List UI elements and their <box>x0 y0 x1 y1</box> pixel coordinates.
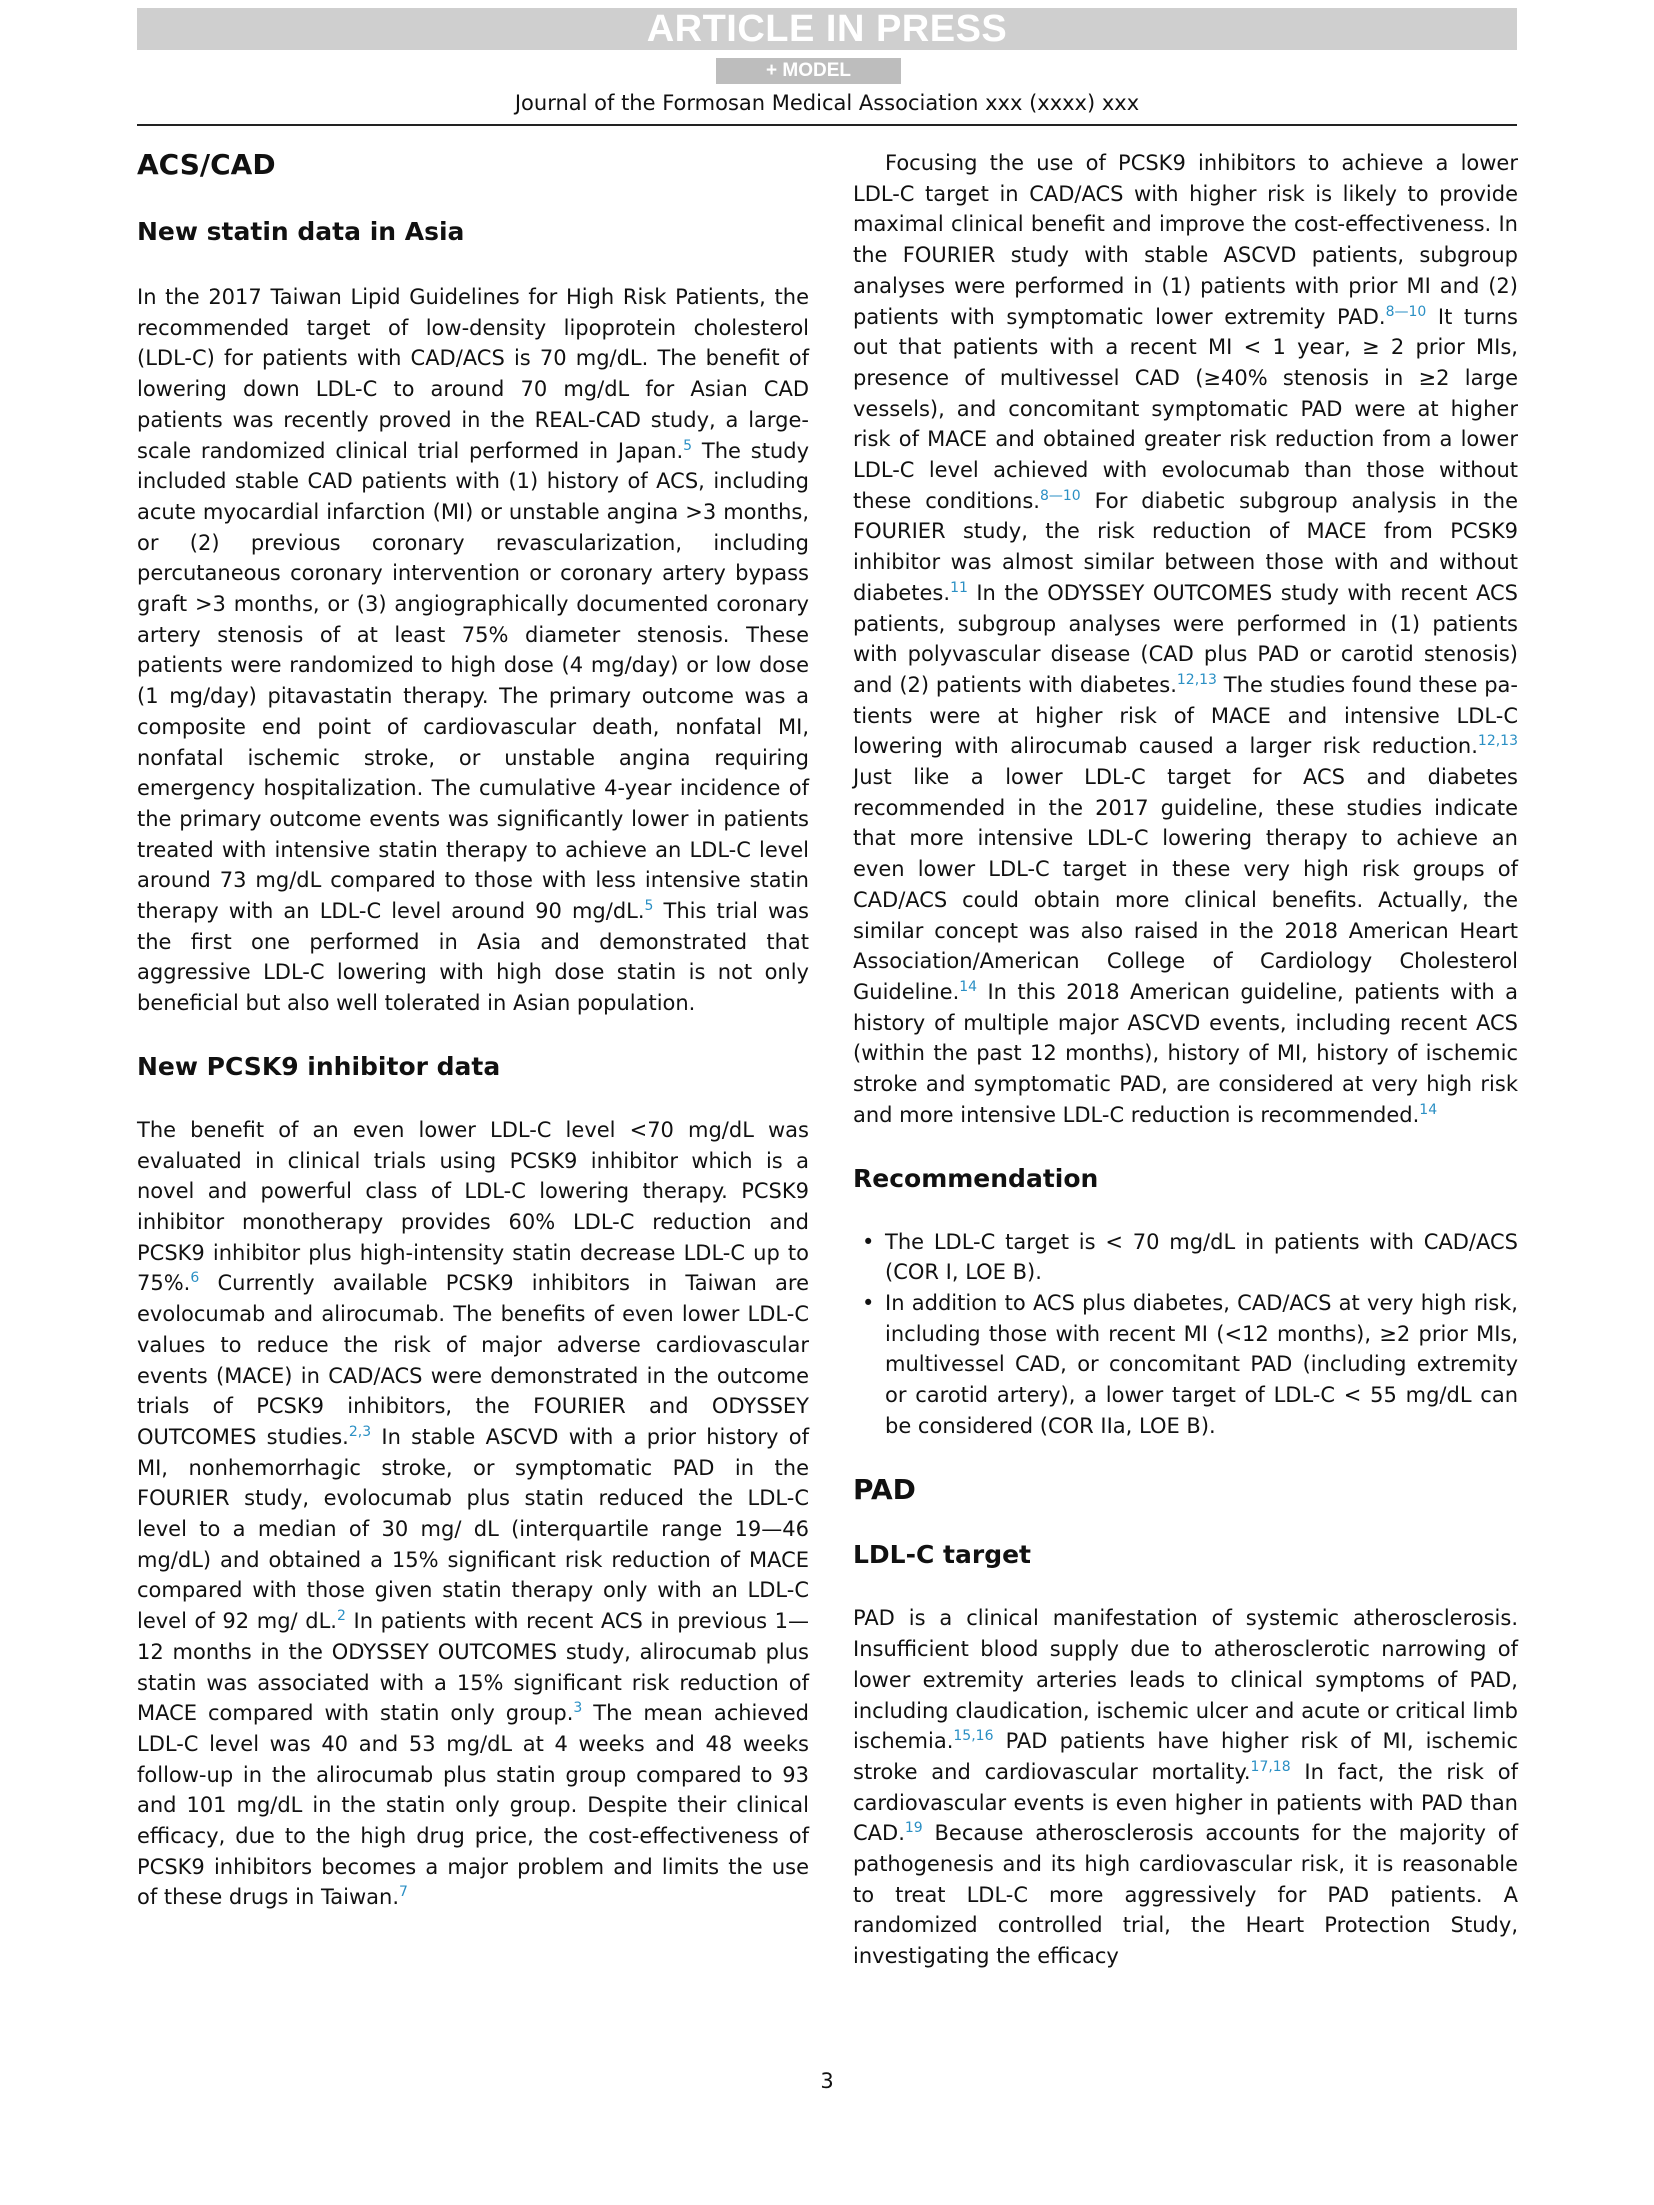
citation-link[interactable]: 5 <box>644 898 654 915</box>
citation-link[interactable]: 2 <box>336 1608 346 1625</box>
citation-link[interactable]: 5 <box>683 437 693 454</box>
model-badge: + MODEL <box>716 58 901 84</box>
page-number: 3 <box>820 2069 834 2093</box>
citation-link[interactable]: 14 <box>1419 1101 1438 1118</box>
citation-link[interactable]: 8—10 <box>1385 303 1427 320</box>
article-in-press-banner: ARTICLE IN PRESS <box>137 8 1517 50</box>
bullet-icon: • <box>862 1229 875 1254</box>
paragraph-high-risk: Focusing the use of PCSK9 inhibitors to achieve a lower LDL-C target in CAD/ACS with higher risk is likely to provide maximal clinical benefit and improve the cost-effectiveness. In the FOURIER study with stable ASCVD patients, subgroup analyses were performed in (1) patients with prior MI and (2) patients with symptomatic lower extremity PAD.$^{8—10}$ It turns out that patients with a recent MI < 1 year, ≥ 2 prior MIs, presence of multivessel CAD (≥40% stenosis in ≥2 large vessels), and concomitant symptomatic PAD were at higher risk of MACE and obtained greater risk reduction from a lower LDL-C level achieved with evolocumab than those without these conditions.$^{8—10}$ For diabetic subgroup analysis in the FOURIER study, the risk reduction of MACE from PCSK9 inhibitor was almost similar between those with and without diabetes.$^{11}$ In the ODYSSEY OUTCOMES study with recent ACS patients, subgroup analyses were performed in (1) patients with polyvascular disease (CAD plus PAD or carotid stenosis) and (2) patients with diabetes.$^{12,13}$ The studies found these patients were at higher risk of MACE and intensive LDL-C lowering with alirocumab caused a larger risk reduction.$^{12,13}$ Just like a lower LDL-C target for ACS and diabetes recommended in the 2017 guideline, these studies indicate that more intensive LDL-C lowering therapy to achieve an even lower LDL-C target in these very high risk groups of CAD/ACS could obtain more clinical benefits. Actually, the similar concept was also raised in the 2018 American Heart Association/American College of Cardiology Cholesterol Guideline.$^{14}$ In this 2018 American guideline, patients with a history of multiple major ASCVD events, including recent ACS (within the past 12 months), history of MI, history of ischemic stroke and symptomatic PAD, are considered at very high risk and more intensive LDL-C reduction is recommended.$^{14}$ <box>853 151 1518 1127</box>
citation-link[interactable]: 15,16 <box>953 1728 994 1745</box>
paragraph-pcsk9-data: The benefit of an even lower LDL-C level <70 mg/dL was evaluated in clinical trials using PCSK9 inhibitor which is a novel and powerful class of LDL-C lowering therapy. PCSK9 inhibitor monotherapy provides 60% LDL-C reduction and PCSK9 inhibitor plus high-intensity statin decrease LDL-C up to 75%.$^6$ Currently available PCSK9 inhibitors in Taiwan are evolocumab and alirocumab. The benefits of even lower LDL-C values to reduce the risk of major adverse cardiovascular events (MACE) in CAD/ACS were demonstrated in the outcome trials of PCSK9 inhibitors, the FOURIER and ODYSSEY OUTCOMES studies.$^{2,3}$ In stable ASCVD with a prior history of MI, nonhemorrhagic stroke, or symptomatic PAD in the FOURIER study, evolocumab plus statin reduced the LDL-C level to a median of 30 mg/ dL (interquartile range 19—46 mg/dL) and obtained a 15% significant risk reduction of MACE compared with those given statin therapy only with an LDL-C level of 92 mg/ dL.$^2$ In patients with recent ACS in previous 1—12 months in the ODYSSEY OUTCOMES study, alirocumab plus statin was associated with a 15% significant risk reduction of MACE compared with statin only group.$^3$ The mean achieved LDL-C level was 40 and 53 mg/dL at 4 weeks and 48 weeks follow-up in the alirocumab plus statin group compared to 93 and 101 mg/dL in the statin only group. Despite their clinical efficacy, due to the high drug price, the cost-effectiveness of PCSK9 inhibitors becomes a major problem and limits the use of these drugs in Taiwan.$^7$ <box>137 1117 809 1910</box>
bullet-icon: • <box>862 1290 875 1315</box>
citation-link[interactable]: 8—10 <box>1039 487 1081 504</box>
paragraph-pad: PAD is a clinical manifestation of systemic atherosclerosis. Insufficient blood supply due to atherosclerotic narrowing of lower extremity arteries leads to clinical symptoms of PAD, including claudication, ischemic ulcer and acute or critical limb ischemia.$^{15,16}$ PAD patients have higher risk of MI, ischemic stroke and cardiovascular mortality.$^{17,18}$ In fact, the risk of cardiovascular events is even higher in patients with PAD than CAD.$^{19}$ Because atherosclerosis accounts for the majority of pathogenesis and its high cardiovascular risk, it is reasonable to treat LDL-C more aggressively for PAD patients. A randomized controlled trial, the Heart Protection Study, investigating the efficacy <box>853 1606 1518 1969</box>
citation-link[interactable]: 14 <box>959 978 978 995</box>
citation-link[interactable]: 11 <box>950 579 968 596</box>
citation-link[interactable]: 2,3 <box>348 1423 372 1440</box>
section-heading-acs-cad: ACS/CAD <box>137 148 276 181</box>
header-rule <box>137 124 1517 126</box>
left-column <box>137 148 809 1913</box>
citation-link[interactable]: 17,18 <box>1250 1758 1291 1775</box>
recommendation-list <box>853 1227 1518 1442</box>
recommendation-item: • The LDL-C target is < 70 mg/dL in patients with CAD/ACS (COR I, LOE B). <box>853 1227 1518 1288</box>
subheading-pcsk9: New PCSK9 inhibitor data <box>137 1051 501 1081</box>
journal-title: Journal of the Formosan Medical Association xxx (xxxx) xxx <box>514 91 1140 115</box>
citation-link[interactable]: 6 <box>190 1270 200 1287</box>
subheading-statin-asia: New statin data in Asia <box>137 217 465 246</box>
subheading-ldl-target: LDL-C target <box>853 1540 1031 1570</box>
subheading-recommendation: Recommendation <box>853 1163 1099 1193</box>
citation-link[interactable]: 19 <box>904 1820 923 1837</box>
right-column <box>853 148 1518 1972</box>
citation-link[interactable]: 12,13 <box>1176 671 1217 688</box>
section-heading-pad: PAD <box>853 1473 916 1507</box>
paragraph-statin-data: In the 2017 Taiwan Lipid Guidelines for High Risk Patients, the recommended target of low-density lipoprotein cholesterol (LDL-C) for patients with CAD/ACS is 70 mg/dL. The benefit of lowering down LDL-C to around 70 mg/dL for Asian CAD patients was recently proved in the REAL-CAD study, a large-scale randomized clinical trial performed in Japan.$^5$ The study included stable CAD patients with (1) history of ACS, including acute myocardial infarction (MI) or unstable angina >3 months, or (2) previous coronary revascularization, including percutaneous coronary intervention or coronary artery bypass graft >3 months, or (3) angiographically documented coronary artery stenosis of at least 75% diameter stenosis. These patients were randomized to high dose (4 mg/day) or low dose (1 mg/day) pitavastatin therapy. The primary outcome was a composite end point of cardiovascular death, nonfatal MI, nonfatal ischemic stroke, or unstable angina requiring emergency hospitalization. The cumulative 4-year incidence of the primary outcome events was significantly lower in patients treated with intensive statin therapy to achieve an LDL-C level around 73 mg/dL compared to those with less intensive statin therapy with an LDL-C level around 90 mg/dL.$^5$ This trial was the first one performed in Asia and demonstrated that aggressive LDL-C lowering with high dose statin is not only beneficial but also well tolerated in Asian population. <box>137 285 809 1016</box>
citation-link[interactable]: 7 <box>399 1884 408 1901</box>
citation-link[interactable]: 3 <box>573 1700 583 1717</box>
citation-link[interactable]: 12,13 <box>1477 733 1518 750</box>
recommendation-item: • In addition to ACS plus diabetes, CAD/ACS at very high risk, including those with recent MI (<12 months), ≥2 prior MIs, multivessel CAD, or concomitant PAD (including extremity or carotid artery), a lower target of LDL-C < 55 mg/dL can be considered (COR IIa, LOE B). <box>853 1288 1518 1442</box>
